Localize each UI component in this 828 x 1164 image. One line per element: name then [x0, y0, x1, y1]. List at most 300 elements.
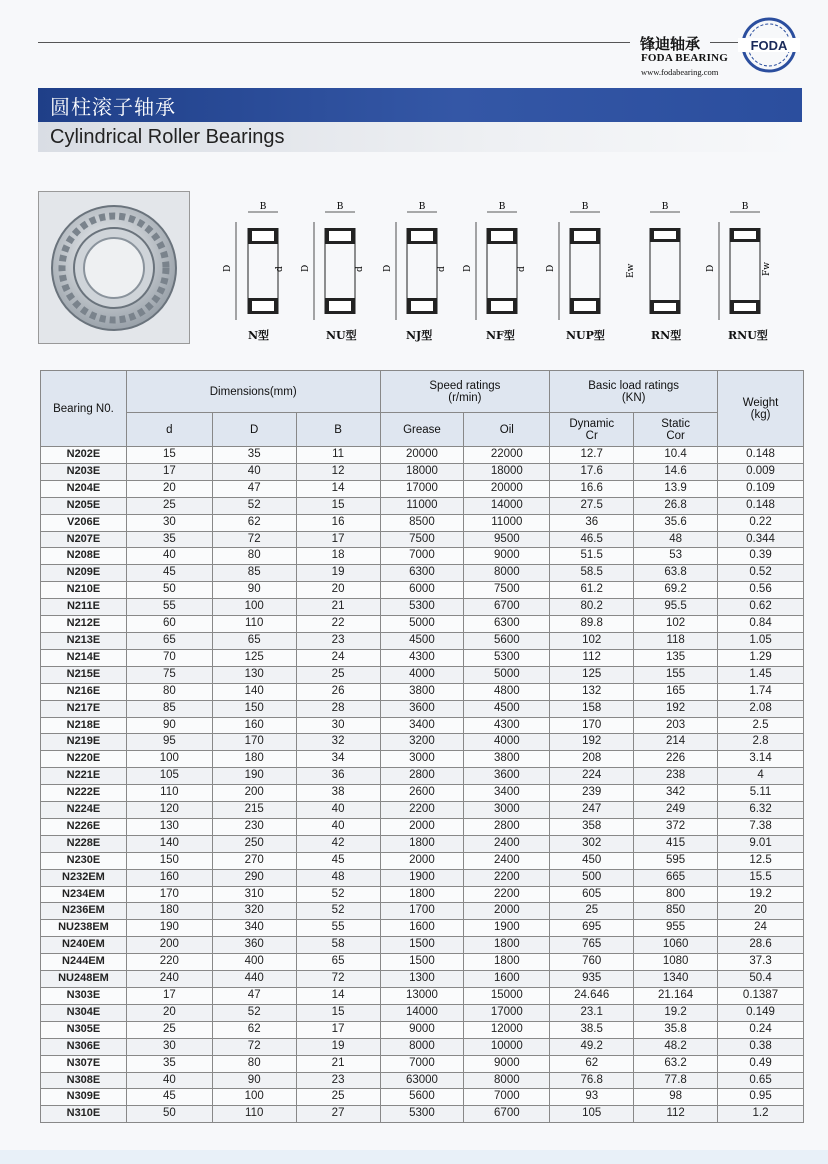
table-row — [41, 988, 804, 1005]
table-cell: 72 — [296, 971, 380, 988]
table-cell: 1800 — [380, 835, 464, 852]
table-cell: 18000 — [464, 463, 550, 480]
bearing-number-cell: N308E — [41, 1072, 127, 1089]
table-cell: 72 — [212, 1038, 296, 1055]
bearing-number-cell: N219E — [41, 734, 127, 751]
table-row — [41, 548, 804, 565]
table-cell: 125 — [550, 666, 634, 683]
table-cell: 130 — [126, 818, 212, 835]
bearing-number-cell: N305E — [41, 1021, 127, 1038]
table-cell: 200 — [212, 785, 296, 802]
table-cell: 19.2 — [718, 886, 804, 903]
table-cell: 180 — [212, 751, 296, 768]
page-title-cn: 圆柱滚子轴承 — [50, 95, 176, 119]
table-cell: 3800 — [380, 683, 464, 700]
bearing-number-cell: N217E — [41, 700, 127, 717]
table-cell: 53 — [634, 548, 718, 565]
table-cell: 13.9 — [634, 480, 718, 497]
table-cell: 8000 — [380, 1038, 464, 1055]
bearing-number-cell: N310E — [41, 1106, 127, 1123]
table-cell: 32 — [296, 734, 380, 751]
table-row — [41, 768, 804, 785]
table-cell: 358 — [550, 818, 634, 835]
table-row — [41, 1106, 804, 1123]
bearing-number-cell: N309E — [41, 1089, 127, 1106]
table-cell: 51.5 — [550, 548, 634, 565]
table-row — [41, 903, 804, 920]
table-cell: 240 — [126, 971, 212, 988]
table-cell: 24.646 — [550, 988, 634, 1005]
bearing-photo — [38, 191, 190, 344]
table-cell: 80 — [212, 548, 296, 565]
table-cell: 1900 — [380, 869, 464, 886]
svg-text:B: B — [418, 202, 426, 212]
table-cell: 110 — [126, 785, 212, 802]
table-cell: 7000 — [380, 1055, 464, 1072]
table-cell: 4500 — [464, 700, 550, 717]
table-cell: 80 — [212, 1055, 296, 1072]
table-row — [41, 734, 804, 751]
table-cell: 4300 — [464, 717, 550, 734]
table-cell: 850 — [634, 903, 718, 920]
table-cell: 45 — [296, 852, 380, 869]
table-cell: 20 — [126, 1004, 212, 1021]
table-cell: 112 — [634, 1106, 718, 1123]
table-cell: 1800 — [380, 886, 464, 903]
bearing-number-cell: N230E — [41, 852, 127, 869]
svg-text:B: B — [498, 202, 506, 212]
table-cell: 0.56 — [718, 582, 804, 599]
table-cell: 7.38 — [718, 818, 804, 835]
table-cell: 203 — [634, 717, 718, 734]
bearing-number-cell: N303E — [41, 988, 127, 1005]
header-dynamic: Dynamic Cr — [550, 413, 634, 447]
table-cell: 3800 — [464, 751, 550, 768]
table-cell: 214 — [634, 734, 718, 751]
table-cell: 20 — [296, 582, 380, 599]
table-cell: 50 — [126, 1106, 212, 1123]
svg-text:FODA: FODA — [750, 38, 788, 53]
svg-text:d: d — [275, 266, 285, 272]
table-row — [41, 700, 804, 717]
table-cell: 21 — [296, 599, 380, 616]
table-cell: 65 — [296, 954, 380, 971]
table-cell: 95.5 — [634, 599, 718, 616]
table-cell: 14 — [296, 988, 380, 1005]
table-cell: 150 — [212, 700, 296, 717]
table-cell: 47 — [212, 480, 296, 497]
table-cell: 48 — [634, 531, 718, 548]
table-cell: 16.6 — [550, 480, 634, 497]
table-cell: 52 — [212, 1004, 296, 1021]
table-cell: 25 — [126, 497, 212, 514]
svg-text:D: D — [301, 264, 311, 272]
table-row — [41, 649, 804, 666]
table-cell: 27.5 — [550, 497, 634, 514]
table-cell: 7000 — [380, 548, 464, 565]
table-cell: 5600 — [380, 1089, 464, 1106]
table-cell: 5000 — [464, 666, 550, 683]
table-cell: 190 — [212, 768, 296, 785]
table-cell: 19.2 — [634, 1004, 718, 1021]
table-cell: 192 — [550, 734, 634, 751]
bearing-number-cell: N220E — [41, 751, 127, 768]
diagram-rn-type — [625, 200, 697, 345]
table-cell: 3600 — [464, 768, 550, 785]
table-row — [41, 616, 804, 633]
table-cell: 1.29 — [718, 649, 804, 666]
table-cell: 320 — [212, 903, 296, 920]
table-cell: 1.74 — [718, 683, 804, 700]
table-cell: 61.2 — [550, 582, 634, 599]
table-row — [41, 785, 804, 802]
table-cell: 5000 — [380, 616, 464, 633]
bearing-number-cell: N221E — [41, 768, 127, 785]
table-cell: 310 — [212, 886, 296, 903]
table-cell: 2400 — [464, 835, 550, 852]
svg-text:B: B — [259, 202, 267, 212]
table-cell: 19 — [296, 1038, 380, 1055]
table-cell: 52 — [212, 497, 296, 514]
table-cell: 2600 — [380, 785, 464, 802]
table-cell: 0.109 — [718, 480, 804, 497]
diagram-nf-type — [462, 200, 534, 345]
bearing-number-cell: N214E — [41, 649, 127, 666]
table-cell: 7000 — [464, 1089, 550, 1106]
table-cell: 140 — [126, 835, 212, 852]
table-cell: 28 — [296, 700, 380, 717]
table-cell: 25 — [550, 903, 634, 920]
table-cell: 1.45 — [718, 666, 804, 683]
bearing-number-cell: N218E — [41, 717, 127, 734]
bearing-number-cell: N215E — [41, 666, 127, 683]
table-cell: 5.11 — [718, 785, 804, 802]
table-cell: 38.5 — [550, 1021, 634, 1038]
table-cell: 38 — [296, 785, 380, 802]
table-cell: 102 — [550, 632, 634, 649]
svg-text:B: B — [661, 202, 669, 212]
table-cell: 89.8 — [550, 616, 634, 633]
table-cell: 27 — [296, 1106, 380, 1123]
table-cell: 2.8 — [718, 734, 804, 751]
table-row — [41, 531, 804, 548]
table-cell: 765 — [550, 937, 634, 954]
bearing-spec-table — [40, 370, 804, 1123]
table-cell: 102 — [634, 616, 718, 633]
table-cell: 1080 — [634, 954, 718, 971]
table-cell: 37.3 — [718, 954, 804, 971]
table-cell: 80.2 — [550, 599, 634, 616]
table-row — [41, 802, 804, 819]
table-cell: 18 — [296, 548, 380, 565]
table-cell: 19 — [296, 565, 380, 582]
table-cell: 46.5 — [550, 531, 634, 548]
brand-url: www.fodabearing.com — [641, 67, 719, 77]
header-d: d — [126, 413, 212, 447]
table-cell: 24 — [296, 649, 380, 666]
table-cell: 150 — [126, 852, 212, 869]
table-cell: 17 — [126, 463, 212, 480]
table-cell: 105 — [126, 768, 212, 785]
table-cell: 50 — [126, 582, 212, 599]
table-cell: 190 — [126, 920, 212, 937]
table-cell: 1.2 — [718, 1106, 804, 1123]
table-cell: 140 — [212, 683, 296, 700]
table-cell: 450 — [550, 852, 634, 869]
bearing-number-cell: NU248EM — [41, 971, 127, 988]
foda-logo — [736, 16, 802, 74]
table-cell: 4000 — [464, 734, 550, 751]
table-cell: 0.62 — [718, 599, 804, 616]
bearing-number-cell: N232EM — [41, 869, 127, 886]
table-cell: 5300 — [380, 599, 464, 616]
table-row — [41, 447, 804, 464]
table-cell: 20000 — [464, 480, 550, 497]
bearing-number-cell: N304E — [41, 1004, 127, 1021]
table-cell: 250 — [212, 835, 296, 852]
table-cell: 1700 — [380, 903, 464, 920]
svg-text:Ew: Ew — [626, 263, 636, 278]
table-cell: 25 — [126, 1021, 212, 1038]
table-cell: 90 — [212, 1072, 296, 1089]
table-cell: 415 — [634, 835, 718, 852]
table-cell: 230 — [212, 818, 296, 835]
table-cell: 63.8 — [634, 565, 718, 582]
table-cell: 14000 — [380, 1004, 464, 1021]
table-cell: 125 — [212, 649, 296, 666]
table-cell: 1340 — [634, 971, 718, 988]
table-cell: 2000 — [380, 852, 464, 869]
table-row — [41, 599, 804, 616]
table-cell: 165 — [634, 683, 718, 700]
svg-text:Fw: Fw — [762, 262, 772, 276]
table-cell: 800 — [634, 886, 718, 903]
table-cell: 47 — [212, 988, 296, 1005]
table-cell: 1500 — [380, 937, 464, 954]
table-cell: 36 — [550, 514, 634, 531]
table-cell: 215 — [212, 802, 296, 819]
header-dimensions: Dimensions(mm) — [126, 371, 380, 413]
svg-text:D: D — [463, 264, 473, 272]
table-cell: 118 — [634, 632, 718, 649]
table-cell: 65 — [212, 632, 296, 649]
table-cell: 12 — [296, 463, 380, 480]
table-cell: 7500 — [380, 531, 464, 548]
table-cell: 17 — [126, 988, 212, 1005]
table-cell: 2.08 — [718, 700, 804, 717]
table-cell: 100 — [212, 1089, 296, 1106]
diagram-rnu-type — [705, 200, 777, 345]
table-cell: 58.5 — [550, 565, 634, 582]
table-cell: 17000 — [380, 480, 464, 497]
svg-text:B: B — [336, 202, 344, 212]
svg-text:D: D — [383, 264, 393, 272]
table-cell: 0.52 — [718, 565, 804, 582]
table-cell: 2200 — [464, 886, 550, 903]
table-cell: 76.8 — [550, 1072, 634, 1089]
table-cell: 48 — [296, 869, 380, 886]
table-cell: 65 — [126, 632, 212, 649]
table-cell: 72 — [212, 531, 296, 548]
table-cell: 12.7 — [550, 447, 634, 464]
table-cell: 500 — [550, 869, 634, 886]
table-cell: 2200 — [464, 869, 550, 886]
table-cell: 340 — [212, 920, 296, 937]
table-cell: 200 — [126, 937, 212, 954]
table-cell: 90 — [126, 717, 212, 734]
table-cell: 28.6 — [718, 937, 804, 954]
table-cell: 4000 — [380, 666, 464, 683]
header-speed-ratings: Speed ratings (r/min) — [380, 371, 550, 413]
table-cell: 3000 — [464, 802, 550, 819]
table-cell: 110 — [212, 616, 296, 633]
table-cell: 15 — [296, 497, 380, 514]
table-cell: 400 — [212, 954, 296, 971]
table-cell: 2000 — [380, 818, 464, 835]
bearing-number-cell: N209E — [41, 565, 127, 582]
diagram-label: NU型 — [326, 329, 357, 342]
bearing-number-cell: N202E — [41, 447, 127, 464]
bearing-number-cell: N224E — [41, 802, 127, 819]
table-row — [41, 666, 804, 683]
table-cell: 90 — [212, 582, 296, 599]
table-cell: 15000 — [464, 988, 550, 1005]
table-cell: 30 — [296, 717, 380, 734]
table-cell: 12000 — [464, 1021, 550, 1038]
table-cell: 62 — [212, 1021, 296, 1038]
table-cell: 170 — [212, 734, 296, 751]
bearing-number-cell: N222E — [41, 785, 127, 802]
table-cell: 36 — [296, 768, 380, 785]
header-weight: Weight (kg) — [718, 371, 804, 447]
table-cell: 62 — [212, 514, 296, 531]
title-band-cn — [38, 88, 802, 122]
table-cell: 63000 — [380, 1072, 464, 1089]
table-cell: 11000 — [380, 497, 464, 514]
header-bearing-no: Bearing N0. — [41, 371, 127, 447]
table-cell: 0.38 — [718, 1038, 804, 1055]
diagram-label: RN型 — [651, 329, 682, 342]
table-cell: 2800 — [380, 768, 464, 785]
table-cell: 35.8 — [634, 1021, 718, 1038]
table-row — [41, 818, 804, 835]
table-row — [41, 463, 804, 480]
table-row — [41, 514, 804, 531]
table-row — [41, 683, 804, 700]
table-cell: 48.2 — [634, 1038, 718, 1055]
svg-text:D: D — [706, 264, 716, 272]
table-cell: 3.14 — [718, 751, 804, 768]
table-cell: 0.24 — [718, 1021, 804, 1038]
table-cell: 290 — [212, 869, 296, 886]
table-cell: 25 — [296, 666, 380, 683]
table-cell: 7500 — [464, 582, 550, 599]
table-cell: 1500 — [380, 954, 464, 971]
table-cell: 6000 — [380, 582, 464, 599]
table-cell: 52 — [296, 903, 380, 920]
bearing-number-cell: N240EM — [41, 937, 127, 954]
table-cell: 226 — [634, 751, 718, 768]
bearing-number-cell: N307E — [41, 1055, 127, 1072]
table-cell: 130 — [212, 666, 296, 683]
table-row — [41, 937, 804, 954]
table-cell: 52 — [296, 886, 380, 903]
table-cell: 132 — [550, 683, 634, 700]
bearing-number-cell: N213E — [41, 632, 127, 649]
table-cell: 14 — [296, 480, 380, 497]
bearing-number-cell: V206E — [41, 514, 127, 531]
table-cell: 160 — [212, 717, 296, 734]
table-cell: 14.6 — [634, 463, 718, 480]
table-cell: 20 — [718, 903, 804, 920]
table-cell: 0.148 — [718, 497, 804, 514]
table-cell: 5300 — [380, 1106, 464, 1123]
table-cell: 3000 — [380, 751, 464, 768]
table-cell: 8500 — [380, 514, 464, 531]
table-cell: 2200 — [380, 802, 464, 819]
table-cell: 595 — [634, 852, 718, 869]
table-cell: 0.1387 — [718, 988, 804, 1005]
diagram-label: N型 — [248, 329, 270, 342]
table-row — [41, 869, 804, 886]
diagram-nu-type — [300, 200, 372, 345]
table-cell: 935 — [550, 971, 634, 988]
table-cell: 1900 — [464, 920, 550, 937]
table-cell: 17 — [296, 1021, 380, 1038]
table-cell: 135 — [634, 649, 718, 666]
table-cell: 0.65 — [718, 1072, 804, 1089]
bearing-number-cell: N210E — [41, 582, 127, 599]
table-cell: 18000 — [380, 463, 464, 480]
table-cell: 1.05 — [718, 632, 804, 649]
bearing-number-cell: N211E — [41, 599, 127, 616]
table-cell: 5300 — [464, 649, 550, 666]
table-cell: 40 — [126, 548, 212, 565]
table-cell: 158 — [550, 700, 634, 717]
table-cell: 13000 — [380, 988, 464, 1005]
table-cell: 10.4 — [634, 447, 718, 464]
header-rule-short — [710, 42, 738, 43]
header-oil: Oil — [464, 413, 550, 447]
table-cell: 24 — [718, 920, 804, 937]
table-cell: 35 — [126, 1055, 212, 1072]
table-cell: 665 — [634, 869, 718, 886]
table-cell: 249 — [634, 802, 718, 819]
table-cell: 40 — [126, 1072, 212, 1089]
table-row — [41, 582, 804, 599]
table-cell: 22000 — [464, 447, 550, 464]
svg-text:d: d — [437, 266, 447, 272]
table-cell: 85 — [212, 565, 296, 582]
table-cell: 6700 — [464, 1106, 550, 1123]
bearing-number-cell: N228E — [41, 835, 127, 852]
table-row — [41, 1055, 804, 1072]
table-cell: 9000 — [464, 1055, 550, 1072]
table-cell: 5600 — [464, 632, 550, 649]
table-cell: 15.5 — [718, 869, 804, 886]
table-row — [41, 920, 804, 937]
table-cell: 35.6 — [634, 514, 718, 531]
table-cell: 2.5 — [718, 717, 804, 734]
table-cell: 120 — [126, 802, 212, 819]
table-cell: 1800 — [464, 937, 550, 954]
table-cell: 6.32 — [718, 802, 804, 819]
table-cell: 1300 — [380, 971, 464, 988]
table-cell: 8000 — [464, 565, 550, 582]
bearing-number-cell: N207E — [41, 531, 127, 548]
svg-text:D: D — [546, 264, 556, 272]
table-cell: 247 — [550, 802, 634, 819]
